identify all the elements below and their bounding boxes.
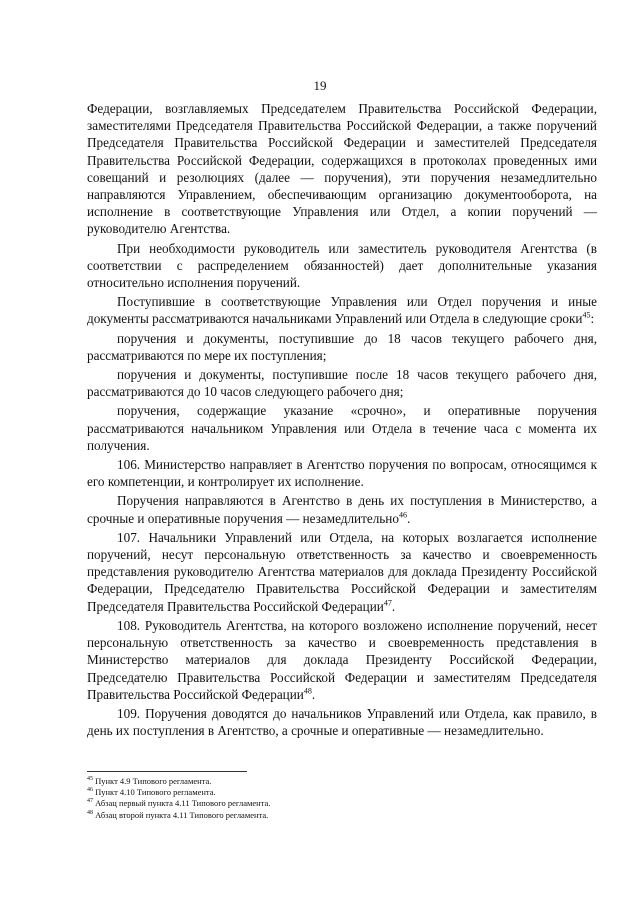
footnote-ref: 46 bbox=[398, 510, 407, 520]
paragraph: При необходимости руководитель или заместитель руководителя Агентства (в соответствии с распределением обязанностей) дает дополнительные указания относительно исполнения поручений. bbox=[87, 240, 597, 291]
footnote: $^{48}$ Абзац второй пункта 4.11 Типового регламента. bbox=[87, 809, 269, 820]
footnotes bbox=[87, 776, 597, 821]
paragraph: поручения и документы, поступившие до 18 часов текущего рабочего дня, рассматриваются по мере их поступления; bbox=[87, 330, 597, 363]
paragraph: 108. Руководитель Агентства, на которого возложено исполнение поручений, несет персональную ответственность за качество и своевременность представления в Министерство материалов для доклада Президенту Российской Федерации, Председателю Правительства Российской Федерации и заместителям Председателя Правительства Российской Федерации$^{48}$. bbox=[87, 617, 597, 702]
footnote: $^{45}$ Пункт 4.9 Типового регламента. bbox=[87, 776, 212, 786]
paragraph: поручения и документы, поступившие после 18 часов текущего рабочего дня, рассматриваются до 10 часов следующего рабочего дня; bbox=[87, 367, 597, 400]
paragraph: 109. Поручения доводятся до начальников Управлений или Отдела, как правило, в день их поступления в Агентство, а срочные и оперативные — незамедлительно. bbox=[87, 705, 597, 739]
paragraph: поручения, содержащие указание «срочно», и оперативные поручения рассматриваются начальником Управления или Отдела в течение часа с момента их получения. bbox=[87, 403, 597, 453]
footnote: $^{46}$ Пункт 4.10 Типового регламента. bbox=[87, 787, 216, 798]
footnote-ref: 47 bbox=[383, 598, 392, 608]
footnote-divider bbox=[87, 771, 247, 772]
paragraph: 106. Министерство направляет в Агентство поручения по вопросам, относящимся к его компетенции, и контролирует их исполнение. bbox=[87, 457, 597, 490]
body-text bbox=[87, 100, 597, 741]
paragraph: Поручения направляются в Агентство в день их поступления в Министерство, а срочные и оперативные поручения — незамедлительно$^{46}$. bbox=[87, 493, 597, 526]
footnote-ref: 48 bbox=[303, 686, 312, 696]
footnote: $^{47}$ Абзац первый пункта 4.11 Типового регламента. bbox=[87, 798, 271, 809]
paragraph: 107. Начальники Управлений или Отдела, на которых возлагается исполнение поручений, несут персональную ответственность за качество и своевременность представления руководителю Агентства материалов для доклада Президенту Российской Федерации, Председателю Правительства Российской Федерации и заместителям Председателя Правительства Российской Федерации$^{47}$. bbox=[87, 529, 597, 614]
footnote-ref: 45 bbox=[582, 311, 591, 321]
paragraph: Федерации, возглавляемых Председателем Правительства Российской Федерации, заместителями Председателя Правительства Российской Федерации, а также поручений Председателя Правительства Российской Федерации и заместителей Председателя Правительства Российской Федерации, содержащихся в протоколах проведенных ими совещаний и резолюциях (далее — поручения), эти поручения незамедлительно направляются Управлением, обеспечивающим организацию документооборота, на исполнение в соответствующие Управления или Отдел, а копии поручений — руководителю Агентства. bbox=[87, 101, 597, 237]
paragraph: Поступившие в соответствующие Управления или Отдел поручения и иные документы рассматриваются начальниками Управлений или Отдела в следующие сроки$^{45}$: bbox=[87, 294, 597, 327]
page-number: 19 bbox=[313, 78, 327, 93]
